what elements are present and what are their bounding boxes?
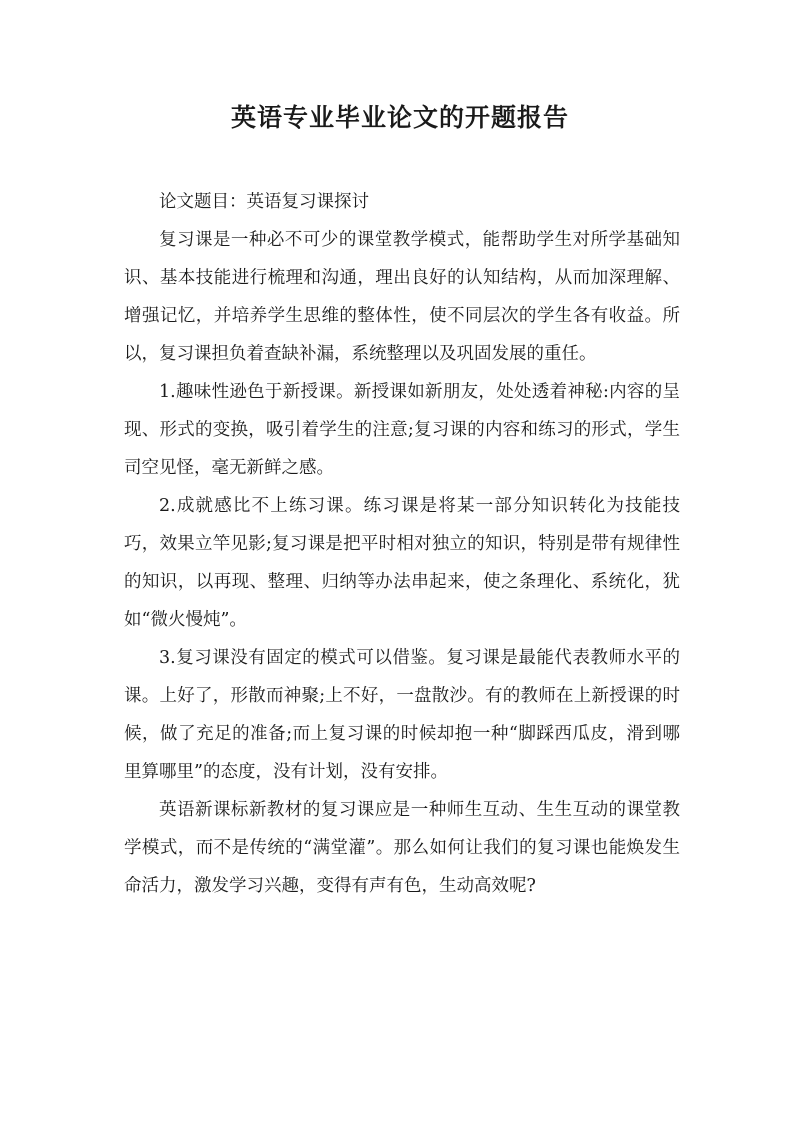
body-paragraph: 3.复习课没有固定的模式可以借鉴。复习课是最能代表教师水平的课。上好了，形散而神聚;上不好，一盘散沙。有的教师在上新授课的时候，做了充足的准备;而上复习课的时候却抱一种“脚踩西瓜皮，滑到哪里算哪里”的态度，没有计划，没有安排。: [124, 648, 680, 782]
document-title: 英语专业毕业论文的开题报告: [230, 103, 569, 132]
body-paragraph: 2.成就感比不上练习课。练习课是将某一部分知识转化为技能技巧，效果立竿见影;复习课是把平时相对独立的知识，特别是带有规律性的知识，以再现、整理、归纳等办法串起来，使之条理化、系统化，犹如“微火慢炖”。: [124, 496, 680, 630]
body-paragraph: 复习课是一种必不可少的课堂教学模式，能帮助学生对所学基础知识、基本技能进行梳理和沟通，理出良好的认知结构，从而加深理解、增强记忆，并培养学生思维的整体性，使不同层次的学生各有收益。所以，复习课担负着查缺补漏，系统整理以及巩固发展的重任。: [124, 230, 680, 364]
thesis-topic-line: 论文题目：英语复习课探讨: [159, 192, 369, 212]
document-body: [124, 183, 680, 905]
body-paragraph: 英语新课标新教材的复习课应是一种师生互动、生生互动的课堂教学模式，而不是传统的“满堂灌”。那么如何让我们的复习课也能焕发生命活力，激发学习兴趣，变得有声有色，生动高效呢?: [124, 800, 680, 896]
body-paragraph: 1.趣味性逊色于新授课。新授课如新朋友，处处透着神秘:内容的呈现、形式的变换，吸引着学生的注意;复习课的内容和练习的形式，学生司空见怪，毫无新鲜之感。: [124, 382, 680, 478]
